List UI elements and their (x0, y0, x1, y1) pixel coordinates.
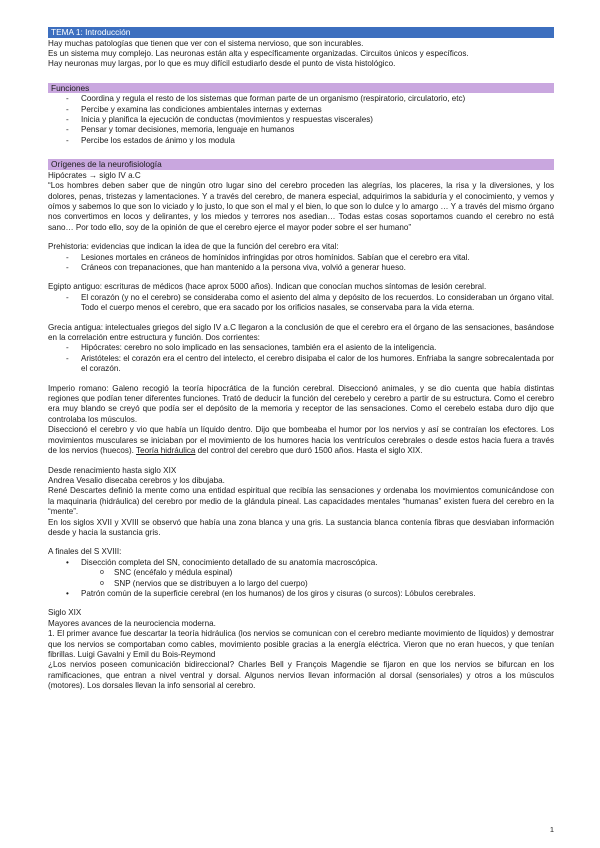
underlined-term: Teoría hidráulica (136, 446, 196, 456)
list-item: - Cráneos con trepanaciones, que han mantenido a la persona viva, volvió a generar hueso. (48, 263, 554, 273)
list-subitem: o SNC (encéfalo y médula espinal) (48, 568, 554, 578)
document-page (48, 27, 554, 692)
paragraph: 1. El primer avance fue descartar la teoría hidráulica (los nervios se comunican con el cerebro mediante movimiento de líquidos) y demostrar que los nervios se comportaban como cables, movimiento posible gracias a la energía eléctrica. Vieron que no eran huecos, y que tenían fibrillas. Luigi Gavalni y Emil du Bois-Reymond (48, 629, 554, 659)
xviii-list-2 (48, 589, 554, 599)
paragraph: A finales del S XVIII: (48, 547, 122, 557)
list-item: - Inicia y planifica la ejecución de conductas (movimientos y respuestas viscerales) (48, 115, 554, 125)
paragraph: ¿Los nervios poseen comunicación bidireccional? Charles Bell y François Magendie se fijaron en que los nervios se bifurcan en los ramificaciones, que entran a nivel ventral y dorsal. Algunos nervios llevan información al dorsal (sensoriales) y otros a los músculos (motores). Los dorsales llevan la info sensorial al cerebro. (48, 660, 554, 691)
list-item: • Patrón común de la superficie cerebral (en los humanos) de los giros y cisuras (o surcos): Lóbulos cerebrales. (48, 589, 554, 599)
list-item: - Lesiones mortales en cráneos de homínidos infringidas por otros homínidos. Sabían que el cerebro era vital. (48, 253, 554, 263)
paragraph: Grecia antigua: intelectuales griegos del siglo IV a.C llegaron a la conclusión de que el cerebro era el órgano de las sensaciones, basándose en la correlación entre estructura y función. Dos corrientes: (48, 322, 554, 343)
subsection-title: Desde renacimiento hasta siglo XIX (48, 465, 177, 475)
xviii-sublist (48, 568, 554, 589)
section-header-tema: TEMA 1: Introducción (48, 27, 554, 38)
paragraph: En los siglos XVII y XVIII se observó que había una zona blanca y una gris. La sustancia blanca contenía fibras que desviaban información desde y hacia la sustancia gris. (48, 517, 554, 537)
paragraph: Andrea Vesalio disecaba cerebros y los dibujaba. (48, 475, 225, 485)
list-item: - El corazón (y no el cerebro) se consideraba como el asiento del alma y depósito de los recuerdos. Lo consideraban un órgano vital. Todo el cuerpo menos el cerebro, que era sacado por los orificios nasales, se conservaba para la vida eterna. (48, 293, 554, 314)
paragraph: Prehistoria: evidencias que indican la idea de que la función del cerebro era vital: (48, 242, 339, 252)
section-header-origenes: Orígenes de la neurofisiología (48, 159, 554, 170)
list-subitem: o SNP (nervios que se distribuyen a lo largo del cuerpo) (48, 579, 554, 589)
paragraph: Hay muchas patologías que tienen que ver con el sistema nervioso, que son incurables. (48, 38, 364, 48)
list-item: - Coordina y regula el resto de los sistemas que forman parte de un organismo (respiratorio, circulatorio, etc) (48, 94, 554, 104)
list-item: - Pensar y tomar decisiones, memoria, lenguaje en humanos (48, 125, 554, 135)
text-span: del control del cerebro que duró 1500 años. Hasta el siglo XIX. (195, 446, 423, 456)
subsection-title: Hipócrates → siglo IV a.C (48, 170, 141, 180)
xviii-list (48, 558, 554, 568)
paragraph: Mayores avances de la neurociencia moderna. (48, 618, 216, 628)
paragraph: Imperio romano: Galeno recogió la teoría hipocrática de la función cerebral. Diseccionó animales, y se dio cuenta que había distintas regiones que podían tener diferentes funciones. Trató de deducir la función del cerebelo y cerebro a partir de su estructura. Como el cerebro era muy blando se creyó que podía ser el depósito de la memoria y receptor de las sensaciones. Como el cerebelo estaba duro dijo que controlaba los músculos. (48, 383, 554, 424)
grecia-list (48, 343, 554, 374)
list-item: - Percibe y examina las condiciones ambientales internas y externas (48, 105, 554, 115)
page-number: 1 (549, 825, 554, 834)
paragraph: Egipto antiguo: escrituras de médicos (hace aprox 5000 años). Indican que conocían muchos síntomas de lesión cerebral. (48, 282, 487, 292)
funciones-list (48, 94, 554, 146)
list-item: • Disección completa del SN, conocimiento detallado de su anatomía macroscópica. (48, 558, 554, 568)
text-span: Diseccionó el cerebro y vio que había un líquido dentro. Dijo que bombeaba el humor por los nervios y así se contraían los efectores. Los movimientos musculares se iniciaban por el movimiento de los humores hacia los ventrículos cerebrales o desde estos hacia fuera a través de los nervios (huecos). (48, 425, 554, 456)
list-item: - Hipócrates: cerebro no solo implicado en las sensaciones, también era el asiento de la inteligencia. (48, 343, 554, 353)
prehistoria-list (48, 253, 554, 274)
paragraph: Hay neuronas muy largas, por lo que es muy difícil estudiarlo desde el punto de vista histológico. (48, 59, 396, 69)
subsection-title: Siglo XIX (48, 608, 82, 618)
egipto-list (48, 293, 554, 314)
section-header-funciones: Funciones (48, 83, 554, 94)
paragraph: Es un sistema muy complejo. Las neuronas están alta y específicamente organizadas. Circuitos únicos y específicos. (48, 48, 469, 58)
paragraph (48, 425, 554, 456)
quote: “Los hombres deben saber que de ningún otro lugar sino del cerebro proceden las alegrías, los placeres, la risa y la diversiones, y los dolores, penas, tristezas y lamentaciones. Y a través del cerebro, de manera especial, adquirimos la sabiduría y el conocimiento, y vemos y oímos y sabemos lo que son lo viciado y lo justo, lo que son el mal y el bien, lo que son lo dulce y lo amargo … Y a través del mismo órgano nos convertimos en locos y delirantes, y los miedos y terrores nos asedian… Todas estas cosas soportamos cuando el cerebro no está sano… Por todo ello, soy de la opinión de que el cerebro ejerce el mayor poder sobre el ser humano” (48, 181, 554, 232)
list-item: - Percibe los estados de ánimo y los modula (48, 136, 554, 146)
paragraph: René Descartes definió la mente como una entidad espiritual que recibía las sensaciones y ordenaba los movimientos comunicándose con la maquinaria (hidráulica) del cerebro por medio de la glándula pineal. Las capacidades mentales “humanas” existen fuera del cerebro en la “mente”. (48, 486, 554, 517)
list-item: - Aristóteles: el corazón era el centro del intelecto, el cerebro disipaba el calor de los humores. Enfriaba la sangre sobrecalentada por el corazón. (48, 354, 554, 375)
